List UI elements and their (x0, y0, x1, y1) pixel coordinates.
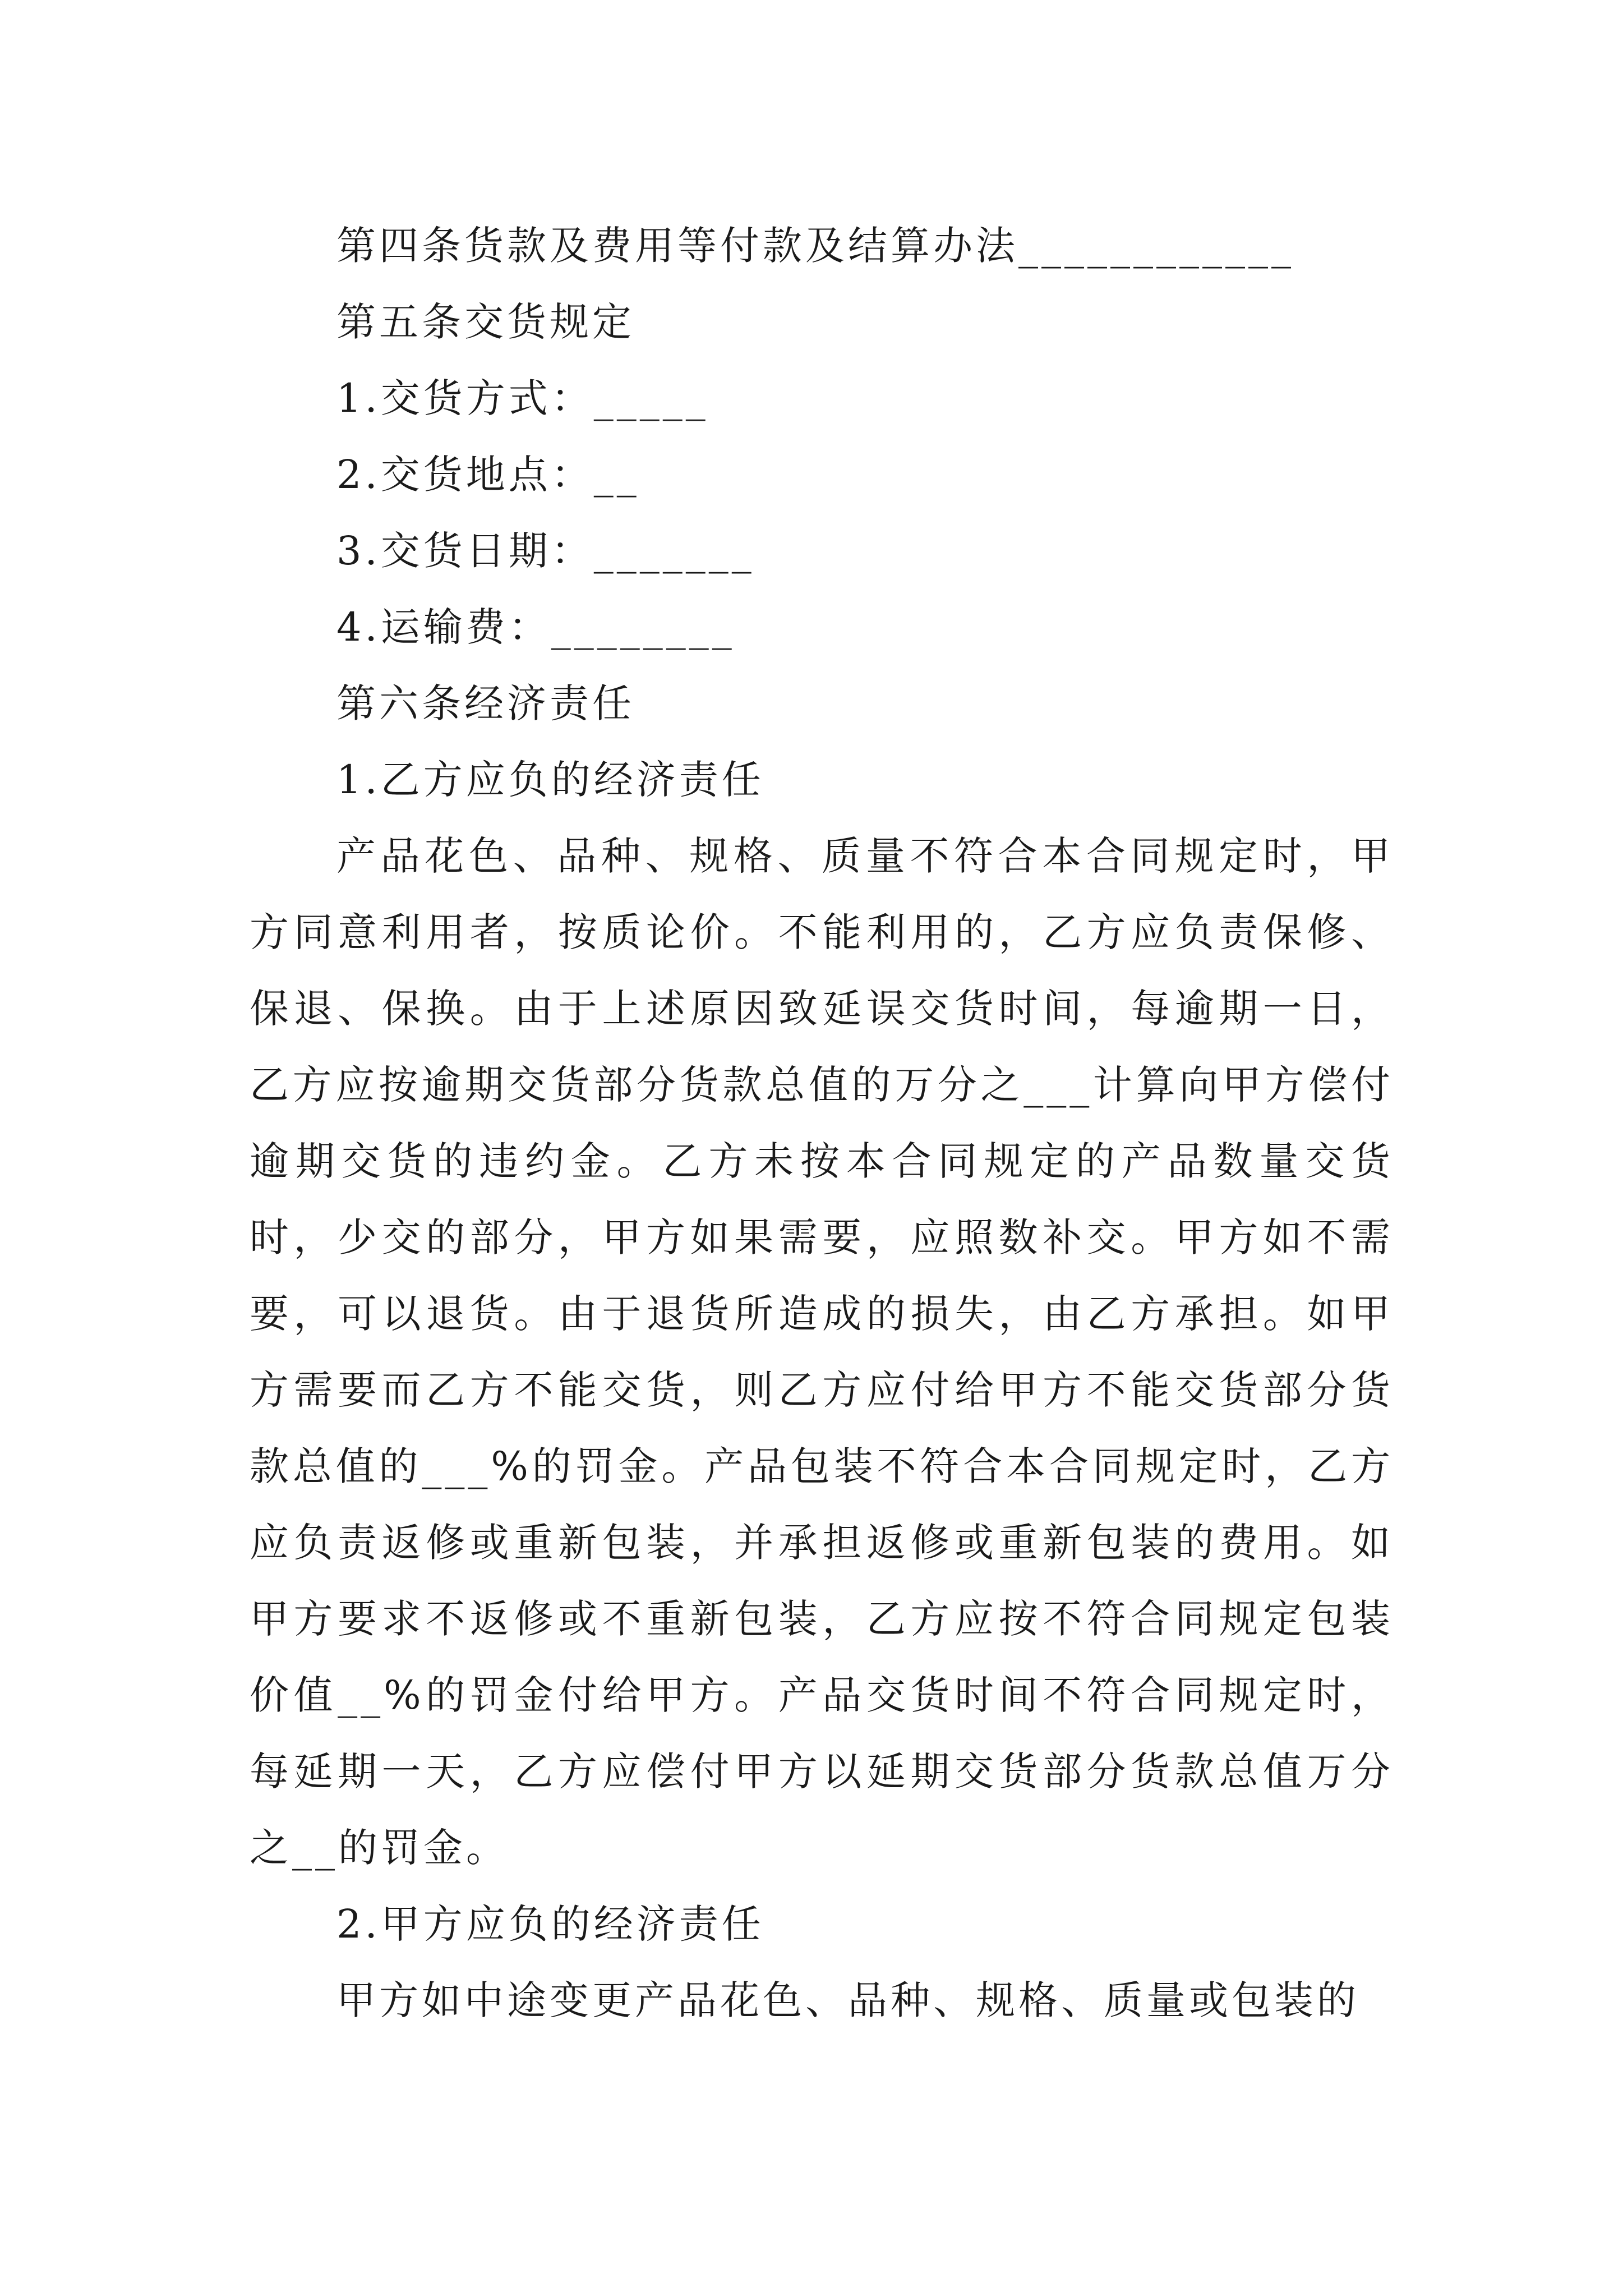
delivery-location-line: 2.交货地点：__ (336, 452, 640, 498)
document-body (250, 208, 1394, 2039)
article-4-payment-line: 第四条货款及费用等付款及结算办法____________ (336, 223, 1294, 269)
party-b-liability-paragraph: 产品花色、品种、规格、质量不符合本合同规定时，甲方同意利用者，按质论价。不能利用的，乙方应负责保修、保退、保换。由于上述原因致延误交货时间，每逾期一日，乙方应按逾期交货部分货款总值的万分之___计算向甲方偿付逾期交货的违约金。乙方未按本合同规定的产品数量交货时，少交的部分，甲方如果需要，应照数补交。甲方如不需要，可以退货。由于退货所造成的损失，由乙方承担。如甲方需要而乙方不能交货，则乙方应付给甲方不能交货部分货款总值的___%的罚金。产品包装不符合本合同规定时，乙方应负责返修或重新包装，并承担返修或重新包装的费用。如甲方要求不返修或不重新包装，乙方应按不符合同规定包装价值__%的罚金付给甲方。产品交货时间不符合同规定时，每延期一天，乙方应偿付甲方以延期交货部分货款总值万分之__的罚金。 (250, 833, 1394, 1871)
party-a-liability-paragraph: 甲方如中途变更产品花色、品种、规格、质量或包装的 (336, 1977, 1359, 2023)
party-b-liability-heading: 1.乙方应负的经济责任 (336, 757, 764, 803)
delivery-date-line: 3.交货日期：_______ (336, 528, 755, 574)
delivery-method-line: 1.交货方式：_____ (336, 375, 709, 421)
article-6-heading: 第六条经济责任 (336, 680, 635, 726)
transport-fee-line: 4.运输费：________ (336, 604, 735, 650)
article-5-heading: 第五条交货规定 (336, 299, 635, 345)
party-a-liability-heading: 2.甲方应负的经济责任 (336, 1901, 764, 1947)
